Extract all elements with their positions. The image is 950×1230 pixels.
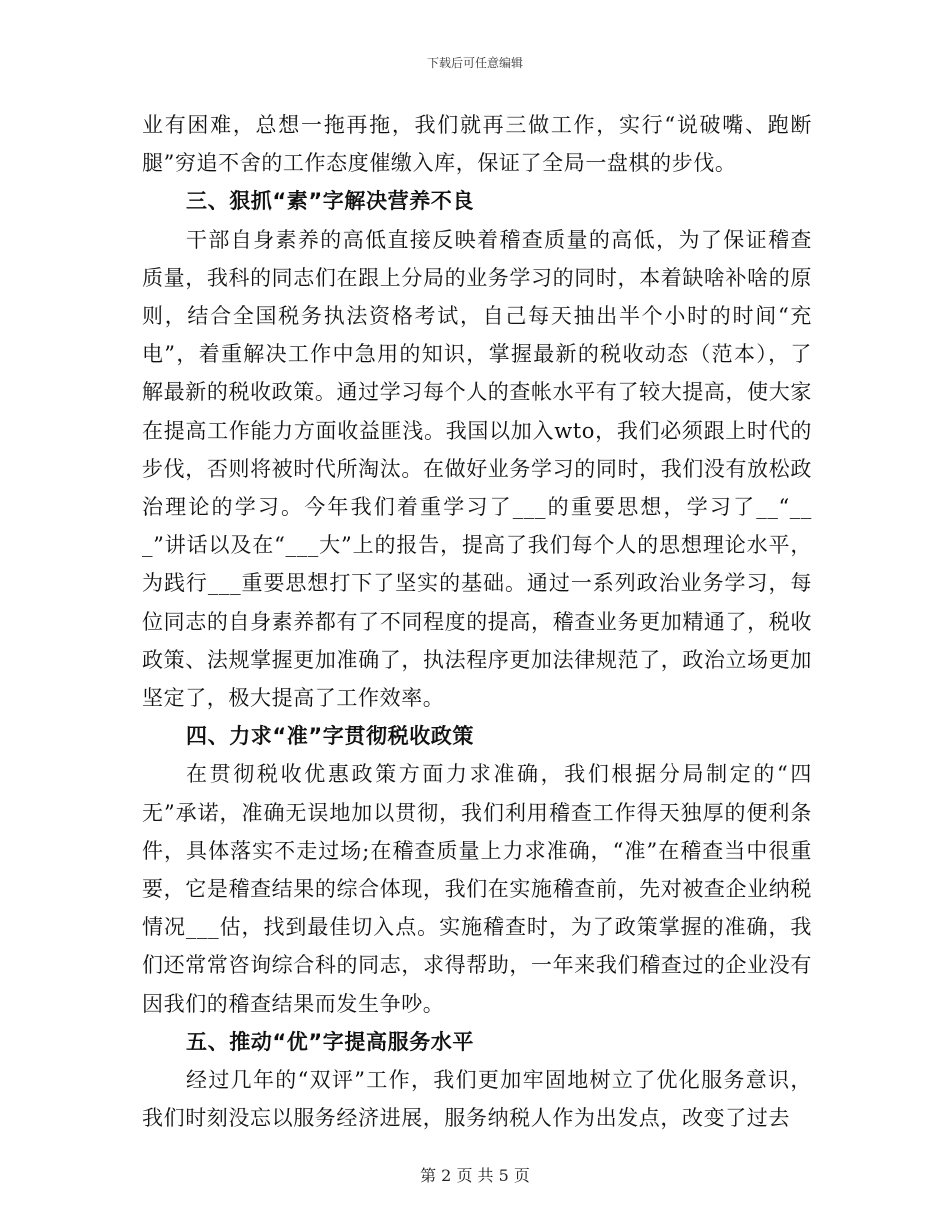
section-heading-4: 四、力求“准”字贯彻税收政策	[186, 724, 475, 749]
document-body	[142, 106, 812, 1137]
page-header-note: 下载后可任意编辑	[426, 56, 523, 70]
page-number: 第 2 页 共 5 页	[420, 1166, 530, 1185]
paragraph-service: 经过几年的“双评”工作，我们更加牢固地树立了优化服务意识，我们时刻没忘以服务经济进展，服务纳税人作为出发点，改变了过去	[142, 1068, 812, 1131]
paragraph-accuracy: 在贯彻税收优惠政策方面力求准确，我们根据分局制定的“四无”承诺，准确无误地加以贯彻，我们利用稽查工作得天独厚的便利条件，具体落实不走过场;在稽查质量上力求准确，“准”在稽查当中很重要，它是稽查结果的综合体现，我们在实施稽查前，先对被查企业纳税情况___估，找到最佳切入点。实施稽查时，为了政策掌握的准确，我们还常常咨询综合科的同志，求得帮助，一年来我们稽查过的企业没有因我们的稽查结果而发生争吵。	[142, 762, 812, 1016]
paragraph-quality: 干部自身素养的高低直接反映着稽查质量的高低，为了保证稽查质量，我科的同志们在跟上分局的业务学习的同时，本着缺啥补啥的原则，结合全国税务执法资格考试，自己每天抽出半个小时的时间“充电”，着重解决工作中急用的知识，掌握最新的税收动态（范本），了解最新的税收政策。通过学习每个人的查帐水平有了较大提高，使大家在提高工作能力方面收益匪浅。我国以加入wto，我们必须跟上时代的步伐，否则将被时代所淘汰。在做好业务学习的同时，我们没有放松政治理论的学习。今年我们着重学习了___的重要思想，学习了__“___”讲话以及在“___大”上的报告，提高了我们每个人的思想理论水平，为践行___重要思想打下了坚实的基础。通过一系列政治业务学习，每位同志的自身素养都有了不同程度的提高，稽查业务更加精通了，税收政策、法规掌握更加准确了，执法程序更加法律规范了，政治立场更加坚定了，极大提高了工作效率。	[142, 227, 812, 711]
section-heading-3: 三、狠抓“素”字解决营养不良	[186, 189, 475, 214]
paragraph-continued: 业有困难，总想一拖再拖，我们就再三做工作，实行“说破嘴、跑断腿”穷追不舍的工作态度催缴入库，保证了全局一盘棋的步伐。	[142, 113, 812, 176]
section-heading-5: 五、推动“优”字提高服务水平	[186, 1029, 475, 1054]
